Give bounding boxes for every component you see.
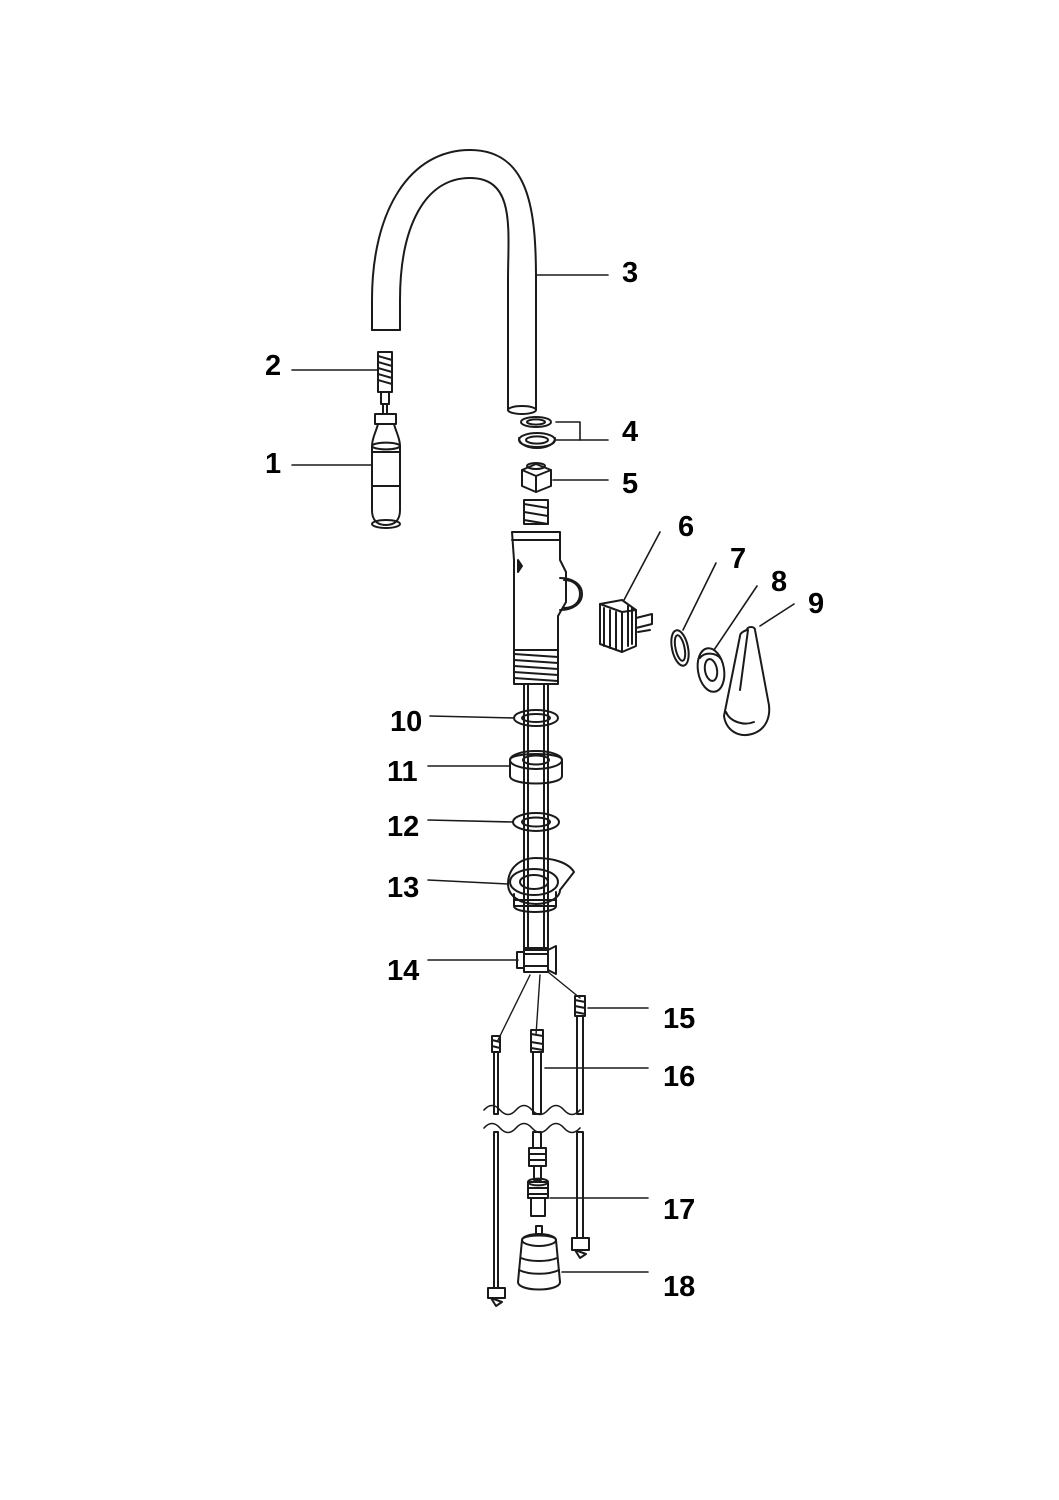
part-gooseneck-spout (372, 150, 536, 414)
callout-label-5: 5 (622, 468, 639, 500)
part-spray-connector (378, 352, 392, 414)
part-hose-15 (575, 996, 585, 1114)
part-cartridge-oring (668, 629, 691, 668)
part-hose-16 (531, 1030, 543, 1114)
callout-label-10: 10 (390, 706, 423, 738)
part-seal-washer-11 (510, 751, 562, 784)
part-hose-left (492, 1036, 500, 1114)
part-spray-head (372, 414, 400, 528)
callout-label-1: 1 (265, 448, 282, 480)
callout-label-7: 7 (730, 543, 747, 575)
part-o-rings-4 (519, 417, 555, 448)
callout-label-4: 4 (622, 416, 639, 448)
callout-label-6: 6 (678, 511, 695, 543)
callout-label-9: 9 (808, 588, 825, 620)
callout-label-18: 18 (663, 1271, 696, 1303)
part-lower-hoses (488, 1132, 589, 1306)
part-lever-handle (724, 627, 769, 735)
part-retaining-nut (522, 463, 551, 492)
callout-label-8: 8 (771, 566, 788, 598)
part-base-gasket (508, 858, 574, 912)
callout-label-3: 3 (622, 257, 639, 289)
callout-label-15: 15 (663, 1003, 696, 1035)
callout-label-17: 17 (663, 1194, 696, 1226)
callout-label-2: 2 (265, 350, 282, 382)
part-oring-12 (513, 813, 559, 831)
part-handle-cap-ring (694, 646, 727, 694)
callout-label-12: 12 (387, 811, 420, 843)
callout-label-11: 11 (387, 756, 418, 788)
part-quick-connector (528, 1179, 548, 1216)
part-counterweight (518, 1226, 560, 1290)
part-cartridge (600, 600, 652, 652)
callout-label-16: 16 (663, 1061, 696, 1093)
part-oring-10 (514, 710, 558, 726)
callout-label-14: 14 (387, 955, 420, 987)
callout-label-13: 13 (387, 872, 420, 904)
